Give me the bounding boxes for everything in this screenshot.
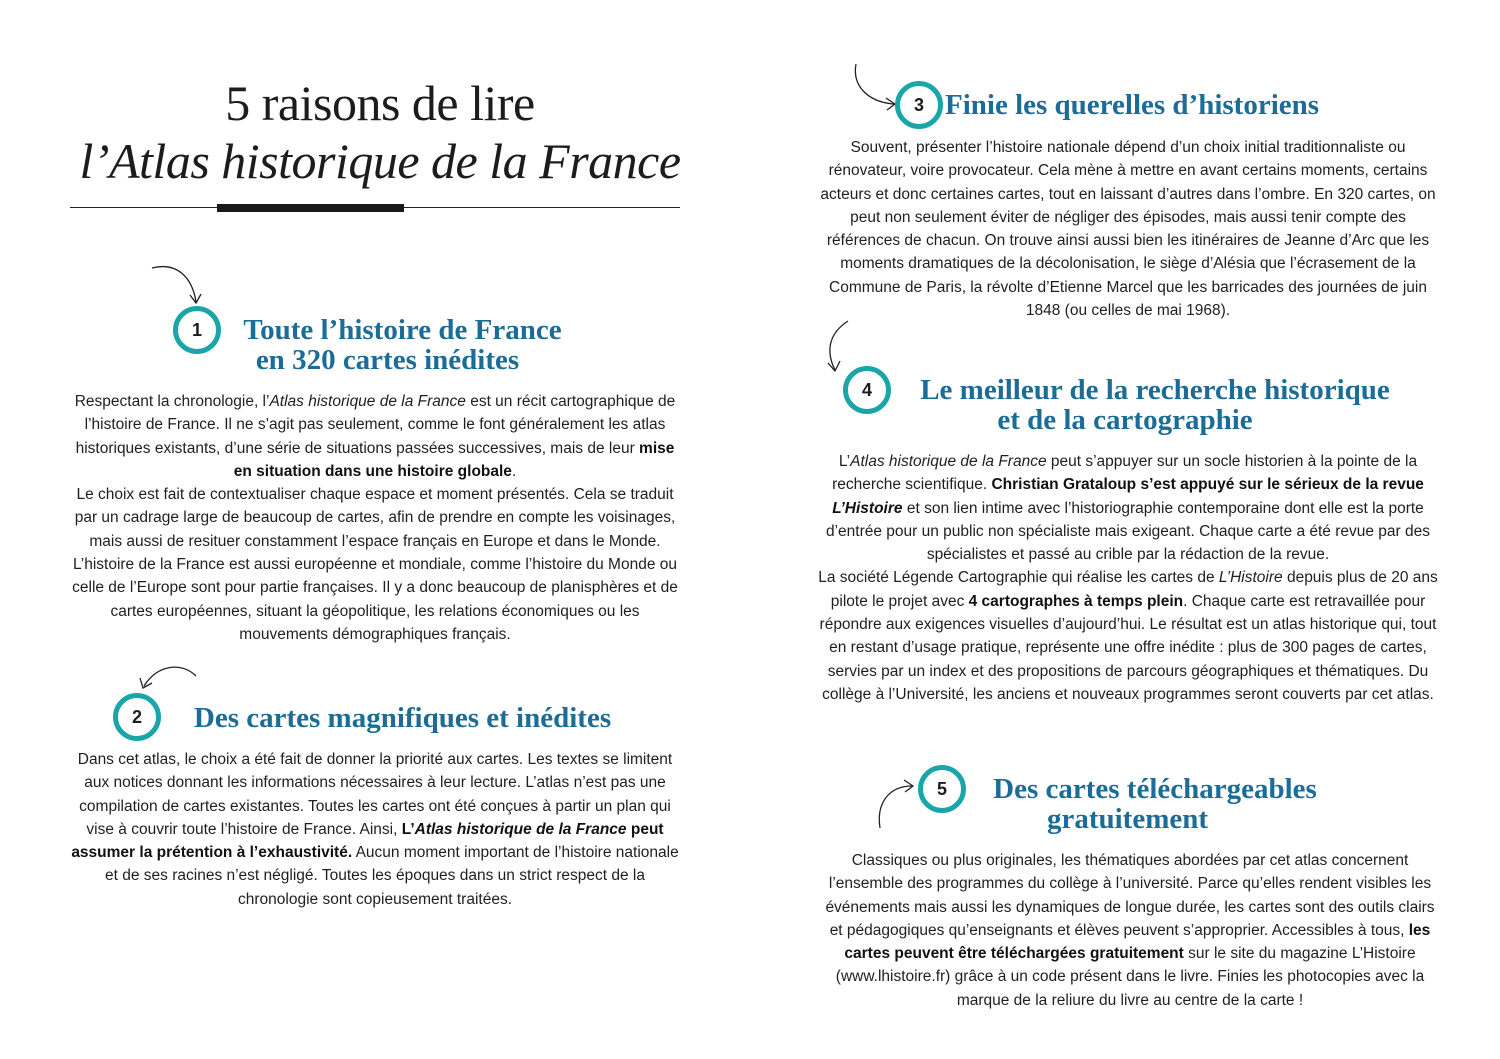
paragraph [70, 748, 680, 911]
curved-arrow-icon [850, 60, 900, 115]
text-run: Dans cet atlas, le choix a été fait de donner la priorité aux cartes. Les textes se limitent aux notices donnant les informations nécessaires à leur lecture. L’atlas n’est pas une compilation de cartes existantes. Toutes les cartes ont été conçues à partir un plan qui vise à couvrir toute l’histoire de France. Ainsi, [77, 751, 673, 838]
section-2-body [70, 748, 680, 911]
text-run: La société Légende Cartographie qui réalise les cartes de [818, 569, 1219, 587]
text-run: L’Histoire [1218, 569, 1283, 587]
text-run: Christian Grataloup s’est appuyé sur le sérieux de la revue [991, 476, 1424, 494]
section-number-badge: 1 [173, 306, 221, 354]
section-1-body [70, 390, 680, 646]
text-run: Le choix est fait de contextualiser chaque espace et moment présentés. Cela se traduit par un cadrage large de beaucoup de cartes, afin de prendre en compte les voisinages, mais aussi de resituer constamment l’espace français en Europe et dans le Monde. L’histoire de la France est aussi européenne et mondiale, comme l’histoire du Monde ou celle de l’Europe sont pour partie françaises. Il y a donc beaucoup de planisphères et de cartes européennes, situant la géopolitique, les relations économiques ou les mouvements démographiques français. [72, 486, 678, 643]
paragraph [70, 483, 680, 646]
paragraph [818, 566, 1438, 706]
section-3-heading: Finie les querelles d’historiens [945, 89, 1320, 121]
curved-arrow-icon [148, 262, 208, 312]
section-5-heading-line-2: gratuitement [1046, 803, 1209, 835]
section-2-heading: Des cartes magnifiques et inédites [193, 702, 612, 734]
paragraph [70, 390, 680, 483]
page-title-line-2: l’Atlas historique de la France [79, 133, 681, 189]
section-4-heading-line-2: et de la cartographie [997, 404, 1253, 436]
section-5-heading-line-1: Des cartes téléchargeables [993, 773, 1317, 805]
text-run: et son lien intime avec l’historiographie contemporaine dont elle est la porte d’entrée pour un public non spécialiste mais exigeant. Chaque carte a été revue par des spécialistes et passé au crible par la rédaction de la revue. [825, 499, 1430, 564]
section-5-body [818, 849, 1442, 1012]
text-run: Classiques ou plus originales, les thématiques abordées par cet atlas concernent l’ensemble des programmes du collège à l’université. Parce qu’elles rendent visibles les événements mais aussi les dynamiques de longue durée, les cartes sont des outils clairs et pédagogiques qu’enseignants et élèves peuvent s’approprier. Accessibles à tous, [825, 852, 1435, 939]
section-number-badge: 3 [895, 81, 943, 129]
text-run: mise en situation dans une histoire globale [233, 439, 675, 480]
section-1-heading-line-2: en 320 cartes inédites [255, 344, 520, 376]
text-run: Aucun moment important de l’histoire nationale et de ses racines n’est négligé. Toutes les époques dans un strict respect de la chronologie sont copieusement traitées. [105, 844, 679, 908]
section-number-badge: 5 [918, 765, 966, 813]
section-number-badge: 4 [843, 366, 891, 414]
text-run: L’ [401, 820, 415, 838]
text-run: les cartes peuvent être téléchargées gratuitement [844, 921, 1431, 963]
text-run: . [511, 462, 517, 480]
text-run: . Chaque carte est retravaillée pour répondre aux exigences visuelles d’aujourd’hui. Le résultat est un atlas historique qui, tout en restant d’usage pratique, représente une offre inédite : plus de 300 pages de cartes, servies par un index et des propositions de parcours géographiques et thématiques. Du collège à l’Université, les anciens et nouveaux programmes seront couverts par cet atlas. [819, 592, 1437, 703]
text-run: L’Histoire [832, 499, 903, 517]
text-run: peut assumer la prétention à l’exhaustivité. [71, 820, 664, 862]
text-run: L’ [838, 453, 851, 470]
text-run: sur le site du magazine L’Histoire (www.lhistoire.fr) grâce à un code présent dans le livre. Finies les photocopies avec la marque de la reliure du livre au centre de la carte ! [835, 945, 1425, 1009]
text-run: Souvent, présenter l’histoire nationale dépend d’un choix initial traditionnaliste ou rénovateur, voire provocateur. Cela mène à mettre en avant certains moments, certains acteurs et donc certaines cartes, tout en laissant d’autres dans l’ombre. En 320 cartes, on peut non seulement éviter de négliger des épisodes, mais aussi tenir compte des références de chacun. On trouve ainsi aussi bien les itinéraires de Jeanne d’Arc que les moments dramatiques de la décolonisation, le siège d’Alésia que l’écrasement de la Commune de Paris, la révolte d’Etienne Marcel que les barricades des journées de juin 1848 (ou celles de mai 1968). [820, 139, 1436, 320]
paragraph [818, 849, 1442, 1012]
section-4-heading-line-1: Le meilleur de la recherche historique [920, 374, 1390, 406]
section-3-body [818, 136, 1438, 322]
text-run: peut s’appuyer sur un socle historien à la pointe de la recherche scientifique. [832, 453, 1418, 494]
text-run: Atlas historique de la France [850, 453, 1047, 470]
text-run: est un récit cartographique de l’histoire de France. Il ne s’agit pas seulement, comme le font généralement les atlas historiques existants, d’une série de situations passées successives, mais de leur [75, 393, 676, 457]
page-title-line-1: 5 raisons de lire [225, 75, 535, 131]
title-divider-accent [217, 204, 404, 212]
section-1-heading-line-1: Toute l’histoire de France [243, 314, 562, 346]
section-number-badge: 2 [113, 693, 161, 741]
text-run: Atlas historique de la France [269, 393, 466, 410]
text-run: 4 cartographes à temps plein [968, 592, 1184, 610]
text-run: Respectant la chronologie, l’ [74, 393, 270, 410]
text-run: depuis plus de 20 ans pilote le projet avec [830, 569, 1438, 610]
paragraph [818, 136, 1438, 322]
paragraph [818, 450, 1438, 566]
curved-arrow-icon [872, 772, 922, 832]
text-run: Atlas historique de la France [414, 820, 627, 838]
section-4-body [818, 450, 1438, 706]
